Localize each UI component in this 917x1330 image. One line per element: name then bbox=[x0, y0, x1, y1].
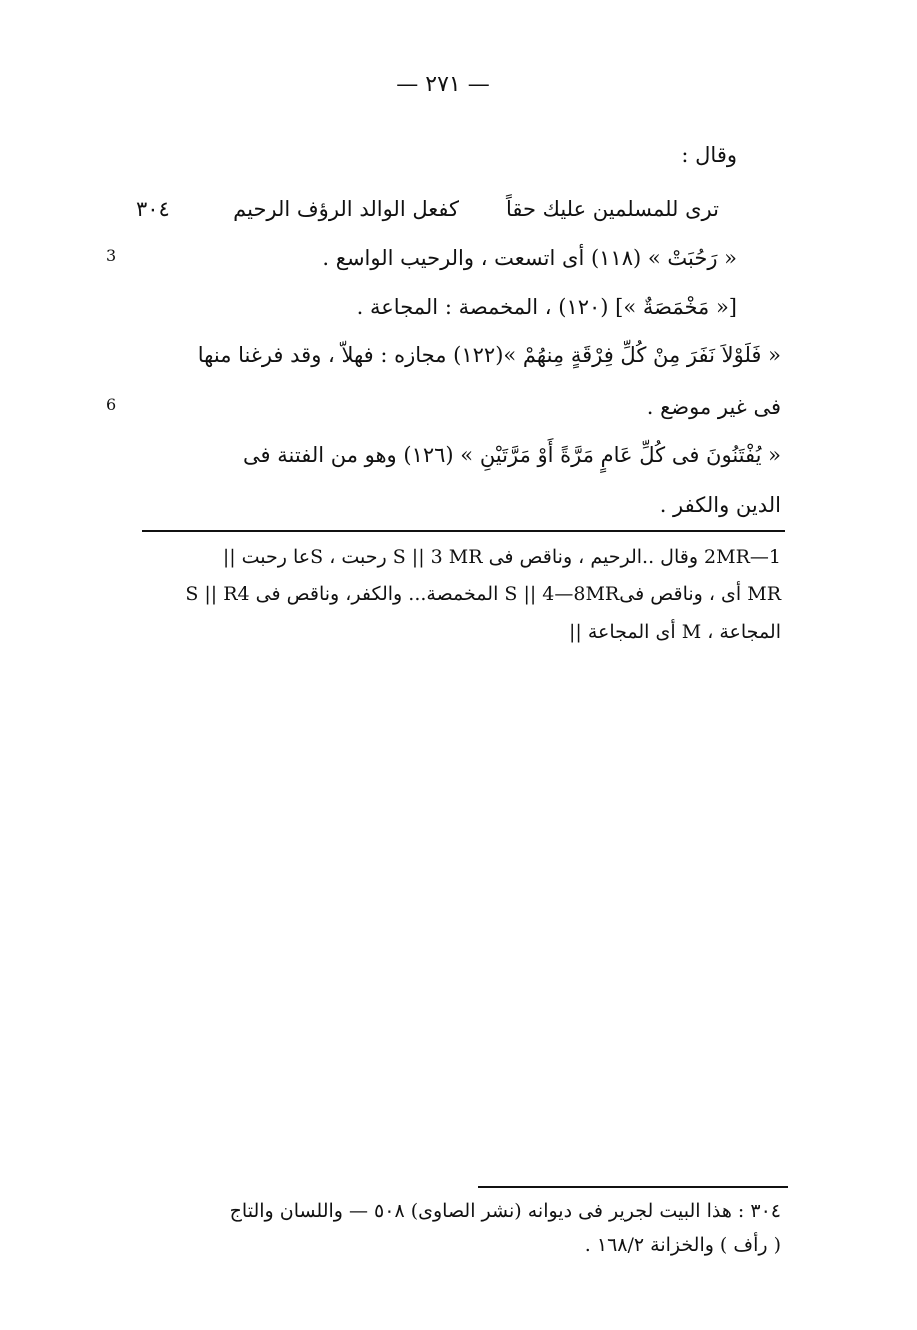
apparatus-line: MR أى ، وناقص فىS || 4—8MR المخمصة... والكفر، وناقص فى S || R4 bbox=[185, 583, 781, 605]
footnote-divider bbox=[478, 1186, 788, 1188]
text-line: الدين والكفر . bbox=[659, 493, 781, 517]
verse-hemistich-right: ترى للمسلمين عليك حقاً bbox=[505, 197, 719, 221]
page-number: — ٢٧١ — bbox=[396, 72, 490, 97]
footnote-line: ( رأف ) والخزانة ١٦٨/٢ . bbox=[584, 1234, 781, 1256]
apparatus-divider bbox=[142, 530, 785, 532]
line-number: 3 bbox=[106, 246, 117, 265]
verse-hemistich-left: كفعل الوالد الرؤف الرحيم bbox=[233, 197, 459, 221]
verse-number: ٣٠٤ bbox=[136, 197, 170, 221]
apparatus-line: المجاعة ، M أى المجاعة || bbox=[568, 621, 781, 643]
text-line: فى غير موضع . bbox=[646, 395, 781, 419]
text-line: [« مَخْمَصَةٌ »] (١٢٠) ، المخمصة : المجاعة . bbox=[356, 295, 737, 319]
text-line: « فَلَوْلاَ نَفَرَ مِنْ كُلِّ فِرْقَةٍ مِنهُمْ »(١٢٢) مجازه : فهلاّ ، وقد فرغنا منها bbox=[197, 343, 781, 367]
intro-line: وقال : bbox=[681, 143, 737, 167]
footnote-line: ٣٠٤ : هذا البيت لجرير فى ديوانه (نشر الصاوى) ٥٠٨ — واللسان والتاج bbox=[229, 1200, 781, 1222]
text-line: « يُفْتَنُونَ فى كُلِّ عَامٍ مَرَّةً أَوْ مَرَّتَيْنِ » (١٢٦) وهو من الفتنة فى bbox=[243, 443, 781, 467]
line-number: 6 bbox=[106, 395, 117, 414]
apparatus-line: 1—2MR وقال ..الرحيم ، وناقص فى S || 3 MR رحبت ، Sعا رحبت || bbox=[222, 546, 781, 568]
text-line: « رَحُبَتْ » (١١٨) أى اتسعت ، والرحيب الواسع . bbox=[322, 246, 737, 270]
